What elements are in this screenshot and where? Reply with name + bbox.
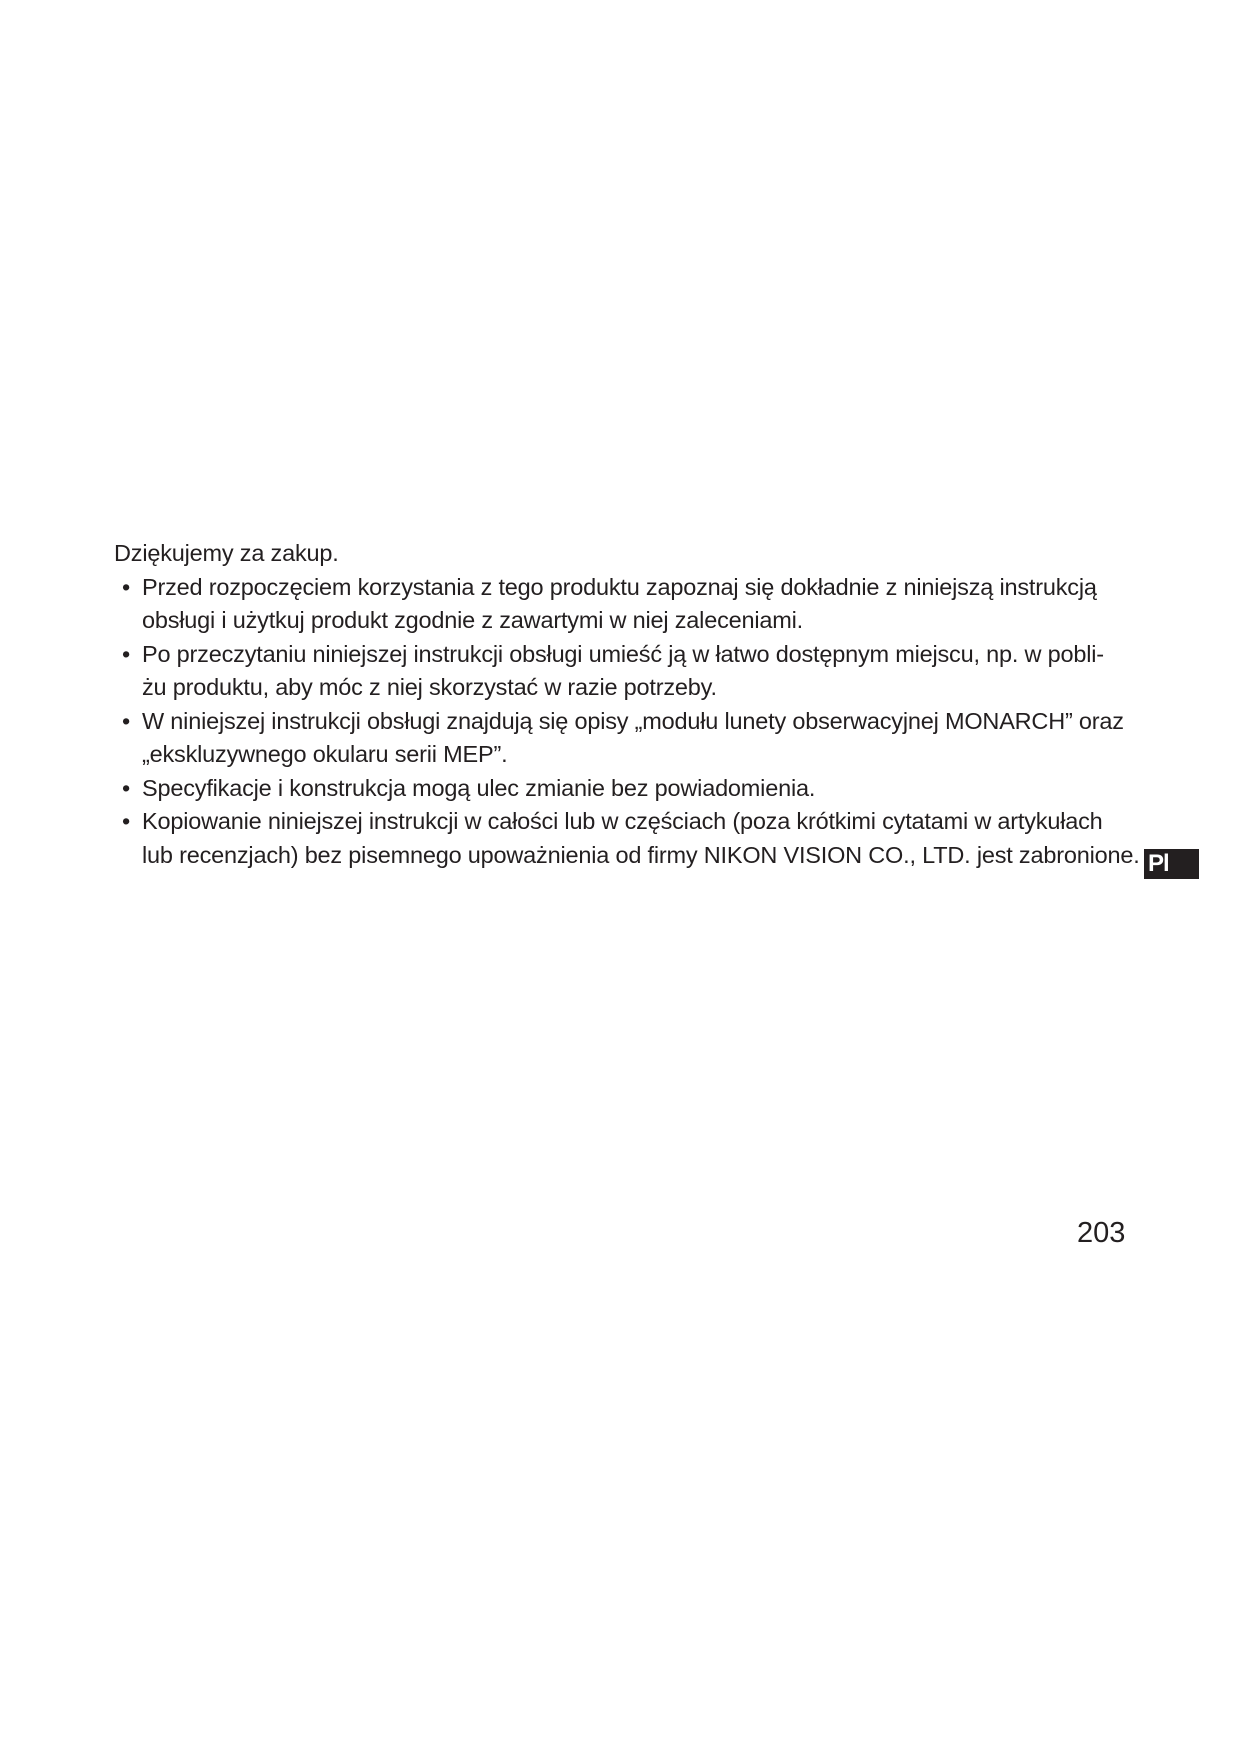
list-item-line: Przed rozpoczęciem korzystania z tego produktu zapoznaj się dokładnie z niniejszą instrukcją — [142, 573, 1097, 600]
bullet-icon: • — [122, 808, 131, 834]
list-item-line: obsługi i użytkuj produkt zgodnie z zawartymi w niej zaleceniami. — [142, 607, 803, 633]
bullet-icon: • — [122, 774, 131, 801]
bullet-icon: • — [122, 640, 131, 667]
list-item — [114, 705, 1144, 772]
document-body — [114, 537, 1144, 872]
notice-list — [114, 571, 1144, 873]
bullet-icon: • — [122, 707, 131, 734]
list-item-line: żu produktu, aby móc z niej skorzystać w razie potrzeby. — [142, 674, 717, 700]
list-item — [114, 571, 1144, 638]
language-tab: Pl — [1144, 849, 1199, 879]
page-number: 203 — [1077, 1217, 1126, 1249]
list-item-line: Specyfikacje i konstrukcja mogą ulec zmianie bez powiadomienia. — [142, 774, 816, 801]
intro-text: Dziękujemy za zakup. — [114, 540, 339, 566]
list-item-line: lub recenzjach) bez pisemnego upoważnienia od firmy NIKON VISION CO., LTD. jest zabronione. — [142, 841, 1140, 868]
list-item-line: Po przeczytaniu niniejszej instrukcji obsługi umieść ją w łatwo dostępnym miejscu, np. w pobli- — [142, 640, 1104, 667]
list-item-line: „ekskluzywnego okularu serii MEP”. — [142, 741, 508, 767]
list-item — [114, 638, 1144, 705]
list-item-line: Kopiowanie niniejszej instrukcji w całości lub w częściach (poza krótkimi cytatami w artykułach — [142, 808, 1103, 834]
bullet-icon: • — [122, 573, 131, 600]
list-item-line: W niniejszej instrukcji obsługi znajdują się opisy „modułu lunety obserwacyjnej MONARCH” oraz — [142, 707, 1124, 734]
list-item — [114, 805, 1144, 872]
list-item — [114, 772, 1144, 806]
